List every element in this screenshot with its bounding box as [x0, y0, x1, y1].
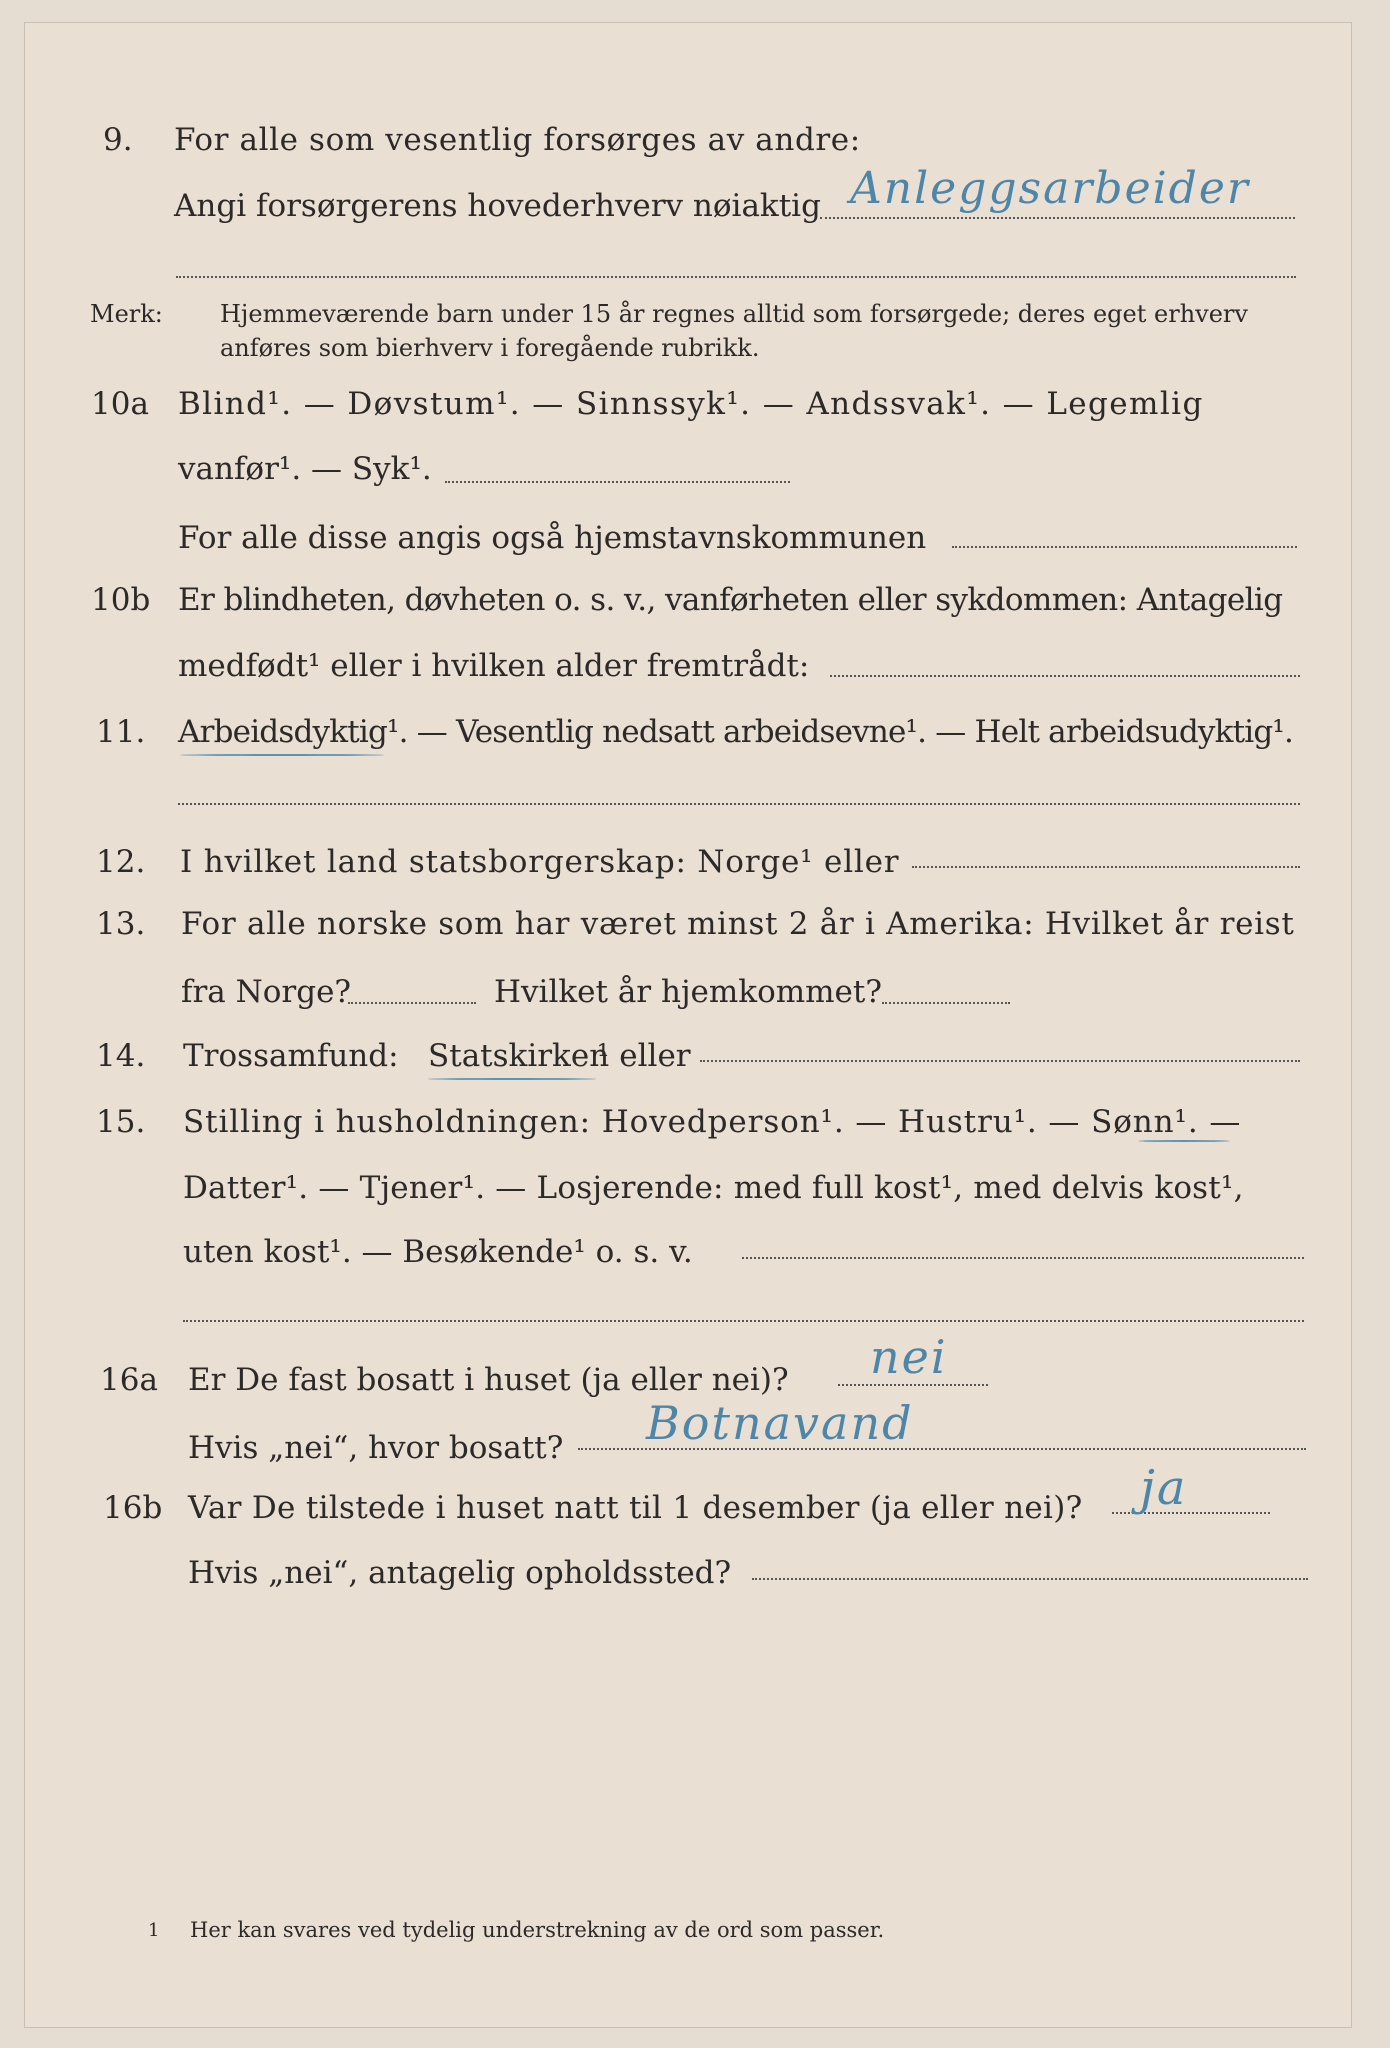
q10b-number: 10b [91, 582, 151, 618]
q10b-line1: Er blindheten, døvheten o. s. v., vanførheten eller sykdommen: Antagelig [178, 582, 1283, 618]
q13-line2b: Hvilket år hjemkommet? [494, 974, 882, 1010]
q12-answer-line [912, 866, 1300, 868]
q10a-number: 10a [91, 386, 149, 422]
q13-reist-line [348, 1002, 476, 1004]
q10a-kommune-line [952, 546, 1297, 548]
q9-number: 9. [103, 122, 133, 158]
q16b-answer2-line [752, 1578, 1308, 1580]
q13-hjemkommet-line [882, 1002, 1010, 1004]
q15-extra-line [183, 1320, 1304, 1322]
q15-line2: Datter¹. — Tjener¹. — Losjerende: med full kost¹, med delvis kost¹, [183, 1170, 1244, 1206]
q13-number: 13. [96, 906, 146, 942]
q16a-number: 16a [100, 1362, 158, 1398]
q14-label: Trossamfund: [183, 1038, 399, 1074]
q16a-answer1-line [838, 1384, 988, 1386]
q12-number: 12. [96, 844, 146, 880]
q16a-answer2: Botnavand [646, 1396, 914, 1450]
q10a-line3: For alle disse angis også hjemstavnskommunen [178, 520, 927, 556]
q15-answer-line [742, 1257, 1304, 1259]
q10a-line1: Blind¹. — Døvstum¹. — Sinnssyk¹. — Andssvak¹. — Legemlig [178, 386, 1204, 422]
q9-extra-line [176, 276, 1296, 278]
q10a-line2: vanfør¹. — Syk¹. [178, 451, 432, 487]
q14-eller: ¹ eller [597, 1038, 691, 1074]
q12-line1: I hvilket land statsborgerskap: Norge¹ eller [180, 844, 900, 880]
q11-underline-mark [180, 754, 384, 756]
q14-answer-line [700, 1060, 1300, 1062]
q16b-line1: Var De tilstede i huset natt til 1 desember (ja eller nei)? [188, 1490, 1083, 1526]
q16b-line2: Hvis „nei“, antagelig opholdssted? [188, 1555, 732, 1591]
q11-arbeidsdyktig: Arbeidsdyktig [178, 714, 388, 750]
q16b-answer1: ja [1140, 1460, 1188, 1516]
q16a-line1: Er De fast bosatt i huset (ja eller nei)? [188, 1362, 789, 1398]
q16a-answer1: nei [870, 1330, 948, 1384]
q13-line1: For alle norske som har været minst 2 år i Amerika: Hvilket år reist [181, 906, 1295, 942]
q10b-line2: medfødt¹ eller i hvilken alder fremtrådt: [178, 648, 810, 684]
q14-underline-mark [428, 1078, 596, 1080]
q10a-syk-line [445, 481, 790, 483]
q14-statskirken: Statskirken [428, 1038, 610, 1074]
merk-line2: anføres som bierhverv i foregående rubrikk. [220, 334, 760, 362]
q11-number: 11. [96, 714, 146, 750]
q9-answer: Anleggsarbeider [850, 163, 1250, 214]
q11-extra-line [178, 803, 1300, 805]
q15-line3: uten kost¹. — Besøkende¹ o. s. v. [183, 1234, 693, 1270]
q9-line1: For alle som vesentlig forsørges av andre: [174, 122, 861, 158]
q9-answer-line [820, 217, 1295, 219]
q9-line2: Angi forsørgerens hovederhverv nøiaktig [174, 188, 821, 224]
q16a-line2: Hvis „nei“, hvor bosatt? [188, 1430, 564, 1466]
footnote-marker: 1 [148, 1920, 160, 1941]
q15-underline-mark [1138, 1140, 1230, 1142]
footnote-text: Her kan svares ved tydelig understrekning av de ord som passer. [190, 1918, 885, 1942]
q14-number: 14. [96, 1038, 146, 1074]
merk-line1: Hjemmeværende barn under 15 år regnes alltid som forsørgede; deres eget erhverv [220, 300, 1248, 328]
q15-number: 15. [96, 1104, 146, 1140]
merk-label: Merk: [90, 300, 163, 328]
q15-line1: Stilling i husholdningen: Hovedperson¹. — Hustru¹. — Sønn¹. — [183, 1104, 1242, 1140]
q16b-number: 16b [103, 1490, 163, 1526]
q16b-answer1-line [1112, 1512, 1270, 1514]
q13-line2a: fra Norge? [181, 974, 352, 1010]
q11-line1-rest: ¹. — Vesentlig nedsatt arbeidsevne¹. — Helt arbeidsudyktig¹. [387, 714, 1294, 750]
q10b-answer-line [830, 675, 1300, 677]
